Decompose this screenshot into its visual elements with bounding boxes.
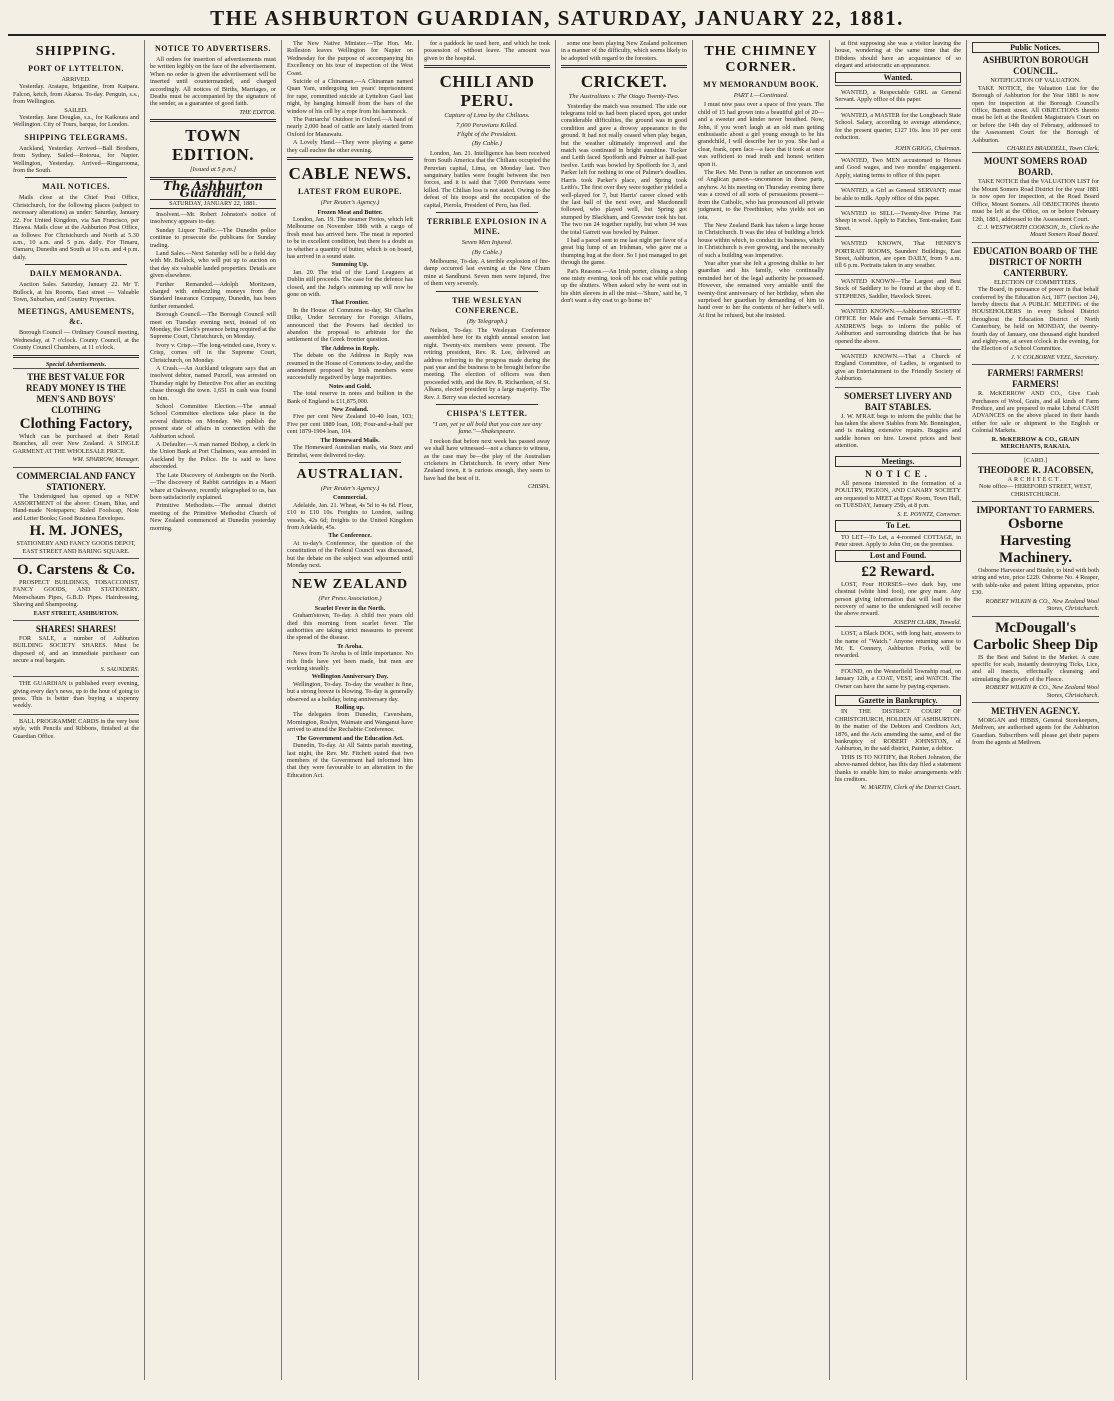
- wanted-1: WANTED, a Respectable GIRL as General Servant. Apply office of this paper.: [835, 85, 961, 107]
- livery-ad: [835, 387, 961, 454]
- clothing-ad-title: THE BEST VALUE FOR READY MONEY IS THE MEN'S AND BOYS' CLOTHING: [26, 371, 126, 415]
- wesleyan-by: (By Telegraph.): [466, 317, 508, 325]
- shares-ad: [13, 620, 139, 676]
- col5-top-text: some one been playing New Zealand policemen in a manner of the difficulty, which seems likely to be adopted with regard to the foresters.: [561, 40, 687, 62]
- aus-t2: At to-day's Conference, the question of the constitution of the Federal Council was discussed, but the debate on the subject was adjourned until Monday next.: [287, 539, 413, 569]
- clothing-ad: [13, 368, 139, 467]
- cable-subheading: LATEST FROM EUROPE.: [297, 187, 403, 197]
- chispa-sign: CHISPA.: [527, 483, 550, 491]
- cable-h4: The Address in Reply.: [321, 344, 379, 352]
- shares-sign: S. SAUNDERS.: [100, 665, 139, 673]
- lost-text: LOST, Four HORSES—two dark bay, one chestnut (white hind foot), one grey mare. Any person giving information that will lead to the recovery of same to the undersigned will receive the above reward.: [835, 580, 961, 618]
- aus-h1: Commercial.: [332, 494, 368, 502]
- clothing-ad-sign: WM. SPARROW, Manager.: [72, 456, 139, 464]
- cable-t3: In the House of Commons to-day, Sir Charles Dilke, Under Secretary for Foreign Affairs, announced that the Powers had decided to abandon the proposal to arbitrate for the settlement of the Greek frontier question.: [287, 306, 413, 344]
- lost-heading: Lost and Found.: [835, 550, 961, 561]
- gazette-text-2: THIS IS TO NOTIFY, that Robert Johnston, the above-named debtor, has this day filed a statement thanks to enable him to make arrangements with his creditors.: [835, 753, 961, 784]
- ball-cards-ad: [13, 714, 139, 744]
- column-1: [8, 40, 145, 1380]
- news-3: Land Sales.—Next Saturday will be a field day with Mr. Bullock, who will put up to auction on that day six valuable landed properties. Details are given elsewhere.: [150, 249, 276, 280]
- farmers-ad: [972, 364, 1099, 453]
- wanted-9: WANTED KNOWN.—That a Church of England Committee, of Ladies, is organised to give an Entertainment to the Friendly Society of Ashburton.: [835, 349, 961, 386]
- architect-role: ARCHITECT.: [1007, 475, 1064, 483]
- chinaman-news: Suicide of a Chinaman.—A Chinaman named Quan Yam, undergoing ten years' imprisonment for rape, committed suicide at Lyttelton Gaol last night, by hanging himself from the bars of the window of his cell by a rope from his hammock.: [287, 78, 413, 115]
- reward-heading: £2 Reward.: [861, 563, 935, 580]
- jones-text: STATIONERY AND FANCY GOODS DEPOT, EAST STREET AND BARING SQUARE.: [16, 540, 136, 555]
- found-text: FOUND, on the Westerfield Township road, on January 12th, a COAT, VEST, and WATCH. The Owner can have the same by paying expenses.: [835, 664, 961, 693]
- cable-heading: CABLE NEWS.: [288, 164, 412, 184]
- oxford-news: The Patriarchs' Outdoor in Oxford.—A band of nearly 2,000 head of cattle are lately started from Oxford for Manawatu.: [287, 116, 413, 138]
- meetings-heading: MEETINGS, AMUSEMENTS, &c.: [17, 307, 135, 327]
- mcdougall-big: McDougall's Carbolic Sheep Dip: [972, 619, 1098, 653]
- sailed-label: SAILED.: [64, 106, 88, 114]
- arrived-text: Yesterday. Aratapu, brigantine, from Kaipara. Falcon, ketch, from Akaroa. To-day. Penguin, s.s., from Wellington.: [13, 83, 139, 106]
- chili-sub-1: Capture of Lima by the Chilians.: [444, 112, 530, 120]
- news-9: A Defaulter.—A man named Bishop, a clerk in the Union Bank at Port Chalmers, was arrested in Auckland by the Police. He is said to have absconded.: [150, 441, 276, 471]
- carstens-name: O. Carstens & Co.: [17, 562, 135, 579]
- notice-text: All orders for insertion of advertisements must be written legibly on the face of the advertisement. When no order is given the advertisement will be inserted until countermanded, and charged accordingly. All notices of Births, Marriages, or Deaths must be accompanied by the signature of the sender, as a guarantee of good faith.: [150, 56, 276, 108]
- cable-h5: Notes and Gold.: [328, 382, 372, 390]
- chispa-heading: CHISPA'S LETTER.: [446, 409, 528, 418]
- cricket-text-2: I had a parcel sent to me last night per favor of a great big lump of an Irishman, who gave me a thumping hug at the door. So I just managed to get through the game.: [561, 236, 687, 267]
- memoranda-heading: DAILY MEMORANDA.: [29, 269, 123, 279]
- memoranda-text: Auction Sales. Saturday, January 22. Mr T. Bullock, at his Rooms, East street — Valuable Town, Suburban, and Country Properties.: [13, 281, 139, 303]
- col7-top-text: at first supposing she was a visitor leaving the house, wondering at the same time that the Dibdens should have an acquaintance of so elegant and aristocratic an appearance.: [835, 40, 961, 70]
- nz-h5: The Government and the Education Act.: [296, 734, 404, 742]
- nz-agency: (Per Press Association.): [318, 595, 382, 603]
- wanted-4: WANTED, a Girl as General SERVANT; must be able to milk. Apply office of this paper.: [835, 183, 961, 205]
- column-4: [419, 40, 556, 1380]
- clothing-ad-factory: Clothing Factory,: [19, 415, 133, 432]
- architect-name: THEODORE R. JACOBSEN,: [977, 464, 1094, 475]
- cricket-sub: The Australians v. The Otago Twenty-Two.: [568, 93, 680, 101]
- paddock-news: for a paddock he used here, and which he took possession of without leave. The amount was given to the hospital.: [424, 40, 550, 62]
- clothing-ad-text: Which can be purchased at their Retail Branches, all over New Zealand. A SINGLE GARMENT AT THE WHOLESALE PRICE.: [13, 432, 139, 455]
- mcdougall-sign: ROBERT WILKIN & CO., New Zealand Wool Stores, Christchurch.: [985, 684, 1099, 699]
- explosion-heading: TERRIBLE EXPLOSION IN A MINE.: [426, 217, 548, 237]
- cricket-text: Yesterday the match was resumed. The side our telegrams told us had been placed upon, got under considerable difficulties, the ground was in good condition and gave a drowsy appearance to the ground. It had not really ceased when play began, but the weather ultimately improved and the match was continued in bright sunshine. Tucker and Leith faced Spofforth and Palmer at half-past twelve. Leith was bowled by Spofforth for 3, and Parker left for nothing to one of Palmer's deadlies. Harris took Parker's place, and Spring took Leith's. The first over they were together yielded a well-played for 7, but Harris' career closed with the last ball of the next over, and Macdonnell followed, who played well, but Spring got stumped by Blackham, and Grewster took his bat. The two ran 24 together rapidly, but when 34 was the total Garrett was bowled by Palmer.: [561, 102, 687, 236]
- wanted-heading: Wanted.: [835, 72, 961, 83]
- borough-council-text: TAKE NOTICE, the Valuation List for the Borough of Ashburton for the Year 1881 is now open for inspection at the Borough Council's Office, Burnett street. All OBJECTIONS thereto must be left at the Resident Magistrate's Court on or before the 14th day of February, addressed to the Assessment Court for the Borough of Ashburton.: [972, 84, 1099, 144]
- wanted-7: WANTED KNOWN—The Largest and Best Stock of Saddlery to be found at the shop of E. STEPHENS, Saddler, Havelock Street.: [835, 274, 961, 303]
- cable-t5: The total reserve in notes and bullion in the Bank of England is £11,875,000.: [287, 390, 413, 405]
- explosion-sub: Seven Men Injured.: [461, 239, 513, 247]
- nz-t4: The delegates from Dunedin, Caversham, Mornington, Roslyn, Waimate and Wanganui have arrived to attend the Rechabite Conference.: [287, 711, 413, 734]
- paper-title: The Ashburton Guardian,: [163, 178, 263, 201]
- chispa-text: I reckon that before next week has passed away we shall have witnessed—not a chance to witness, as the case may be—the play of the Australian cricketers in Christchurch. In every other New Zealand town, it is curious enough, they seem to have had the best of it.: [424, 437, 550, 482]
- stationery-ad-text: The Undersigned has opened up a NEW ASSORTMENT of the above: Cream, Blue, and Hand-made Notepapers; Ruled Foolscap, Note and Letter Books; Good Business Envelopes.: [13, 492, 139, 522]
- education-ad: [972, 242, 1099, 364]
- nz-h3: Wellington Anniversary Day.: [311, 673, 389, 681]
- mail-heading: MAIL NOTICES.: [42, 182, 110, 192]
- chimney-text-1: I must now pass over a space of five years. The child of 15 had grown into a beautiful girl of 20—and a sweeter and kinder never breathed. Now, John, if you won't laugh at an old man getting enthusiastic about a girl young enough to be his grandchild, I will describe her to you. She had a clear, frank, open face—a face that it took at once was sufficient to read truth and honest written upon it.: [698, 101, 824, 168]
- chimney-heading: THE CHIMNEY CORNER.: [704, 44, 818, 75]
- gazette-text: IN THE DISTRICT COURT OF CHRISTCHURCH, HOLDEN AT ASHBURTON. In the matter of the Debtors and Creditors Act, 1876, and the Acts amending the same, and of the bankruptcy of ROBERT JOHNSTON, of Ashburton, in the said district, Painter, a debtor.: [835, 708, 961, 753]
- column-5: [556, 40, 693, 1380]
- mount-somers-heading: MOUNT SOMERS ROAD BOARD.: [983, 156, 1088, 178]
- stationery-ad-title: COMMERCIAL AND FANCY STATIONERY.: [16, 470, 136, 492]
- euchre-news: A Lovely Hand.—They were playing a game they call euchre the other evening.: [287, 139, 413, 154]
- education-text: The Board, in pursuance of power in that behalf conferred by the Education Act, 1877 (section 24), hereby directs that A PUBLIC MEETING of the HOUSEHOLDERS in every School District throughout the Education District of North Canterbury, be held on MONDAY, the twenty-fourth day of January, one thousand eight hundred and eighty-one, at seven o'clock in the evening, for the Election of a School Committee.: [972, 286, 1099, 353]
- chili-text: London, Jan. 21. Intelligence has been received from South America that the Chilians occupied the Peruvian capital, Lima, on Monday last. Two sanguinary battles were fought between the two forces, and it is said that 7,000 Peruvians were killed. The Chilian loss is not stated. Owing to the defeat of his troops and the occupation of the capital, Pierola, President of Peru, has fled.: [424, 149, 550, 209]
- chispa-motto: "I am, yet ye all bold that you can see any fame."—Shakespeare.: [432, 421, 542, 436]
- shares-title: SHARES! SHARES!: [35, 624, 117, 635]
- education-heading: EDUCATION BOARD OF THE DISTRICT OF NORTH CANTERBURY.: [973, 245, 1098, 278]
- public-notices-heading: Public Notices.: [972, 42, 1099, 53]
- chili-cable: (By Cable.): [472, 140, 502, 148]
- news-7: A Crash.—An Auckland telegram says that an insolvent debtor, named Purcell, was arrested on Thursday night by Detective Fox after an exciting chase through the town. 1,651 in cash was found on him.: [150, 365, 276, 402]
- wanted-2: WANTED, a MASTER for the Longbeach State School. Salary, according to average attendance, for the present quarter, £127 10s. less 10 per cent reduction.: [835, 108, 961, 145]
- gazette-sign: W. MARTIN, Clerk of the District Court.: [860, 784, 961, 792]
- gazette-heading: Gazette in Bankruptcy.: [835, 695, 961, 706]
- lost-dog: LOST, a Black DOG, with long hair, answers to the name of "Watch." Anyone returning same to Mr. E. Connery, Ashburton Forks, will be rewarded.: [835, 626, 961, 663]
- farmers-heading: FARMERS! FARMERS! FARMERS!: [987, 368, 1084, 390]
- column-3: [282, 40, 419, 1380]
- explosion-cable: (By Cable.): [472, 248, 502, 256]
- wanted-2-sign: JOHN GRIGG, Chairman.: [894, 145, 961, 153]
- newspaper-page: [8, 6, 1106, 1389]
- osborne-ad: [972, 501, 1099, 615]
- aus-t1: Adelaide, Jan. 21. Wheat, 4s 5d to 4s 6d. Flour, £10 to £10 10s. Freights to London, sailing vessels, 42s 6d; freights to the United Kingdom from Adelaide, 45s.: [287, 501, 413, 531]
- part-label: PART I.—Continued.: [733, 92, 789, 99]
- mcdougall-ad: [972, 616, 1099, 702]
- poultry-sign: S. E. POYNTZ, Convener.: [897, 510, 961, 518]
- column-2: [145, 40, 282, 1380]
- native-minister-news: The New Native Minister.—The Hon. Mr. Rolleston leaves Wellington for Napier on Wednesday for the purpose of accompanying his Excellency on his tour of inspection of the West Coast.: [287, 40, 413, 77]
- nz-h4: Rolling up.: [335, 704, 365, 712]
- mount-somers-ad: [972, 152, 1099, 241]
- chili-sub-2: 7,000 Peruvians Killed.: [456, 121, 518, 129]
- cable-agency: (Per Reuter's Agency.): [320, 199, 380, 207]
- education-sub: ELECTION OF COMMITTEES.: [993, 278, 1077, 286]
- guardian-ad-text: THE GUARDIAN is published every evening, giving every day's news, up to the hour of going to press. This is better than buying a sixpenny weekly.: [13, 680, 139, 710]
- education-sign: J. V. COLBORNE VEEL, Secretary.: [1011, 353, 1099, 361]
- card-label: [CARD.]: [1024, 457, 1047, 465]
- wesleyan-heading: THE WESLEYAN CONFERENCE.: [452, 295, 522, 315]
- mcdougall-text: IS the Best and Safest in the Market. A cure specific for scab, instantly destroying Ticks, Lice, and all insects, effectually cleansing and stimulating the growth of the Fleece.: [972, 653, 1099, 683]
- cable-t6: Five per cent New Zealand 10-40 loan, 103; Five per cent 1889 loan, 108; Four-and-a-half per cent 1879-1904 loan, 104.: [287, 413, 413, 436]
- paper-date: SATURDAY, JANUARY 22, 1881.: [150, 199, 276, 208]
- poultry-notice: All persons interested in the formation of a POULTRY, PIGEON, AND CANARY SOCIETY are requested to MEET at Epps' Room, Town Hall, on TUESDAY, January 25th, at 8 p.m.: [835, 480, 961, 510]
- news-10: The Late Discovery of Ambergris on the North.—The discovery of Rabbit cartridges in a Maori whare at Oakwave, recently telegraphed to us, has been satisfactorily explained.: [150, 471, 276, 501]
- osborne-big: Osborne Harvesting Machinery.: [999, 516, 1072, 567]
- meetings-heading-2: Meetings.: [835, 456, 961, 467]
- chili-sub-3: Flight of the President.: [456, 131, 518, 139]
- osborne-text: Osborne Harvester and Binder, to bind with both string and wire, price £220. Osborne No. 4 Reaper, with table-rake and patent lifting apparatus, price £30.: [972, 567, 1099, 597]
- cable-t2: Jan. 20. The trial of the Land Leaguers at Dublin still proceeds. The case for the defence has closed, and the Judge's summing up will now be gone on with.: [287, 268, 413, 298]
- australian-agency: (Per Reuter's Agency.): [320, 484, 380, 492]
- column-7: [830, 40, 967, 1380]
- sailed-text: Yesterday. Jane Douglas, s.s., for Kaikoura and Wellington. City of Tours, barque, for London.: [13, 114, 139, 129]
- cable-h2: Summing Up.: [331, 261, 369, 269]
- guardian-ad: [13, 676, 139, 714]
- notice-sign: THE EDITOR.: [239, 108, 276, 116]
- news-5: Borough Council.—The Borough Council will meet on Tuesday evening next, instead of on Monday, the Clerk's presence being required at the Supreme Court, Christchurch, on Monday.: [150, 311, 276, 341]
- wanted-6: WANTED KNOWN, That HENRY'S PORTRAIT ROOMS, Saunders' Buildings, East Street, Ashburton, are open DAILY, from 9 a.m. till 6 p.m. Portraits taken in any weather.: [835, 236, 961, 273]
- carstens-text: PROSPECT BUILDINGS, TOBACCONIST, FANCY GOODS, AND STATIONERY. Meerschaum Pipes, G.B.D. Pipes. Hairdressing, Shaving and Shampooing.: [13, 579, 139, 609]
- methven-heading: METHVEN AGENCY.: [991, 705, 1080, 716]
- telegrams-heading: SHIPPING TELEGRAMS.: [24, 132, 128, 142]
- ball-cards-text: BALL PROGRAMME CARDS in the very best style, with Pencils and Ribbons, finished at the Guardian Office.: [13, 717, 139, 740]
- column-6: [693, 40, 830, 1380]
- nz-t3: Wellington, To-day. To-day the weather is fine, but a strong breeze is blowing. To-day is generally observed as a holiday, being anniversary day.: [287, 680, 413, 703]
- columns: [8, 40, 1106, 1380]
- architect-ad: [972, 453, 1099, 501]
- nz-t5: Dunedin, To-day. At All Saints parish meeting, last night, the Rev. Mr. Fitchett stated that two members of the Government had informed him that they were favourable to an alteration in the Education Act.: [287, 742, 413, 779]
- tolet-heading: To Let.: [835, 520, 961, 531]
- osborne-sign: ROBERT WILKIN & CO., New Zealand Wool Stores, Christchurch.: [985, 597, 1099, 613]
- wesleyan-text: Nelson, To-day. The Wesleyan Conference assembled here for its eighth annual session last night. Twenty-six members were present. The retiring president, Rev. R. Lee, delivered an address referring to the progress made during the past year and the business to be brought before the meeting. The election of officers was then proceeded with, and the Rev. R. Richardson, of St. Albans, elected president by a large majority. The Rev. J. Berry was elected secretary.: [424, 326, 550, 401]
- cable-t1: London, Jan. 19. The steamer Protos, which left Melbourne on November 18th with a cargo of fresh meat has arrived here. The meat is reported to be in excellent condition, but there is a doubt as to whether a quantity of butter, which is on board, has arrived in a sound state.: [287, 215, 413, 260]
- telegrams-text: Auckland, Yesterday. Arrived—Ball Brothers, from Sydney. Sailed—Rotorua, for Napier. Wellington, Yesterday. Arrived—Ringarooma, from the South.: [13, 144, 139, 175]
- town-edition-heading: TOWN EDITION.: [172, 126, 254, 165]
- meetings-text: Borough Council — Ordinary Council meeting, Wednesday, at 7 o'clock. County Council, at the County Council Chambers, at 11 o'clock.: [13, 329, 139, 352]
- nz-t1: Graham'stown, To-day. A child two years old died this morning from scarlet fever. The authorities are taking strict measures to prevent the spread of the disease.: [287, 612, 413, 642]
- methven-ad: [972, 702, 1099, 751]
- farmers-text: R. McKERROW AND CO., Give Cash Purchasers of Wool, Grain, and all kinds of Farm Produce, and are prepared to make Liberal CASH ADVANCES on the above placed in their hands either for sale or shipment to the English or Colonial Markets.: [972, 390, 1099, 435]
- news-4: Further Remanded.—Adolph Moritzsen, charged with embezzling moneys from the Standard Insurance Company, Dunedin, has been further remanded.: [150, 280, 276, 310]
- news-8: School Committee Election.—The annual School Committee elections take place in the several districts on Monday. We publish the present state of affairs in connection with the Ashburton school.: [150, 403, 276, 440]
- nz-h1: Scarlet Fever in the North.: [314, 604, 386, 612]
- borough-council-heading: ASHBURTON BOROUGH COUNCIL.: [982, 55, 1089, 77]
- memo-heading: MY MEMORANDUM BOOK.: [703, 80, 819, 89]
- aus-h2: The Conference.: [328, 532, 372, 540]
- carstens-addr: EAST STREET, ASHBURTON.: [33, 609, 119, 617]
- lost-sign: JOSEPH CLARK, Tinwald.: [893, 618, 961, 626]
- borough-council-sign: CHARLES BRADDELL, Town Clerk.: [1006, 145, 1099, 153]
- mail-text: Mails close at the Chief Post Office, Christchurch, for the following places (subject to necessary alterations) as under: Saturday, January 22. For United Kingdom, via San Francisco, per Hawea. Mails close at the Ashburton Post Office, as follows: For Christchurch and North at 5.30 a.m., 10 a.m. and 5 p.m. daily. For Timaru, Oamaru, Dunedin and South at 10 a.m. and 4 p.m. daily.: [13, 194, 139, 261]
- masthead: THE ASHBURTON GUARDIAN, SATURDAY, JANUARY 22, 1881.: [8, 6, 1106, 36]
- architect-addr: Note office— HEREFORD STREET, WEST, CHRISTCHURCH.: [979, 483, 1092, 498]
- shipping-heading: SHIPPING.: [35, 44, 117, 59]
- australian-heading: AUSTRALIAN.: [296, 466, 404, 482]
- cable-t4: The debate on the Address in Reply was resumed in the House of Commons to-day, and the amendment proposed by Irish members were successfully negatived by large majorities.: [287, 352, 413, 382]
- cable-h1: Frozen Meat and Butter.: [317, 208, 383, 216]
- farmers-sign: R. McKERROW & CO., GRAIN MERCHANTS, RAKAIA.: [991, 435, 1080, 451]
- mount-somers-text: TAKE NOTICE that the VALUATION LIST for the Mount Somers Road District for the year 1881 is now open for inspection, at the Road Board Office, Mount Somers. All OBJECTIONS thereto must be left at the Office, on or before February 12th, 1881, addressed to the Assessment Court.: [972, 178, 1099, 223]
- chimney-text-2: The Rev. Mr. Fenn is rather an uncommon sort of Anglican parson—uncommon in these parts, anyhow. At his meeting on Thursday evening there was a crowd of all sorts of persuasions present—from the Catholic, who has pronounced all private judgment, to the Freethinker, who yields not an iota.: [698, 169, 824, 221]
- shares-text: FOR SALE, a number of Ashburton BUILDING SOCIETY SHARES. Must be disposed of, and an immediate purchaser can secure a real bargain.: [13, 635, 139, 665]
- nz-h2: Te Aroha.: [337, 642, 363, 650]
- wanted-5: WANTED to SELL—Twenty-five Prime Fat Sheep in wool. Apply to Fatches, Tent-maker, East Street.: [835, 206, 961, 235]
- special-heading: Special Advertisements.: [45, 360, 107, 368]
- news-6: Ivory v. Crisp.—The long-winded case, Ivory v. Crisp, comes off in the Supreme Court, Christchurch, on Monday.: [150, 341, 276, 364]
- wanted-8: WANTED KNOWN.—Ashburton REGISTRY OFFICE for Male and Female Servants.—E. F. ANDREWS begs to inform the public of Ashburton and surrounding districts that he has opened the above.: [835, 304, 961, 348]
- jones-name: H. M. JONES,: [29, 523, 123, 540]
- osborne-heading: IMPORTANT TO FARMERS.: [976, 505, 1095, 516]
- notice-heading: NOTICE TO ADVERTISERS.: [154, 44, 271, 53]
- nz-t2: News from Te Aroha is of little importance. No rich finds have yet been made, but men are working steadily.: [287, 650, 413, 673]
- carstens-ad: [13, 558, 139, 620]
- port-heading: PORT OF LYTTELTON.: [28, 64, 124, 73]
- explosion-text: Melbourne, To-day. A terrible explosion of fire-damp occurred last evening at the New Chum mine at Sandhurst. Seven men were injured, five of them very severely.: [424, 257, 550, 288]
- chili-heading: CHILI AND PERU.: [439, 72, 535, 111]
- stationery-ad: [13, 467, 139, 558]
- cable-h7: The Homeward Mails.: [320, 436, 380, 444]
- cable-h3: That Frontier.: [331, 299, 369, 307]
- cable-h6: New Zealand.: [331, 406, 369, 414]
- news-11: Primitive Methodists.—The annual district meeting of the Primitive Methodist Church of New Zealand commenced at Dunedin yesterday morning.: [150, 502, 276, 532]
- methven-text: MORGAN and HIBBS, General Storekeepers, Methven, are authorised agents for the Ashburton Guardian. Subscribers will please get their papers from the agents at Methven.: [972, 716, 1099, 747]
- tolet-text: TO LET—To Let, a 4-roomed COTTAGE, in Peter street. Apply to John Orr, on the premises.: [835, 533, 961, 548]
- notice-big: NOTICE.: [865, 469, 931, 480]
- cricket-text-3: Pat's Reasons.—An Irish porter, closing a shop one misty evening, took off his coat while putting up the shutters. When asked why he went out in his shirt sleeves in all the mist—'Shure,' said he, 'I don't want a dry coat to go home in!': [561, 267, 687, 305]
- wanted-3: WANTED, Two MEN accustomed to Horses and Good wages, and two months' engagement. Apply, stating terms to office of this paper.: [835, 153, 961, 182]
- chimney-text-3: The New Zealand Bank has taken a large house in Christchurch. It was the idea of building a brick house within which, to conduct its business, which in Christchurch is ever growing, and the necessity of such a building was imperative.: [698, 221, 824, 259]
- cricket-heading: CRICKET.: [580, 72, 668, 92]
- nz-heading: NEW ZEALAND: [291, 577, 409, 593]
- arrived-label: ARRIVED.: [61, 76, 91, 83]
- chimney-text-4: Year after year she felt a growing dislike to her guardian and his family, who continually reminded her of the legal authority he possessed. However, she remained very amiable until the twenty-first anniversary of her birthday, when she surprised her guardian by demanding of him to hand over to her the contents of her father's will. At first he refused, but she insisted.: [698, 259, 824, 319]
- town-edition-issued: [Issued at 5 p.m.]: [189, 166, 237, 174]
- news-1: Insolvent.—Mr. Robert Johnston's notice of insolvency appears to-day.: [150, 210, 276, 226]
- borough-council-sub: NOTIFICATION OF VALUATION.: [990, 77, 1081, 85]
- livery-heading: SOMERSET LIVERY AND BAIT STABLES.: [844, 390, 952, 412]
- news-2: Sunday Liquor Traffic.—The Dunedin police continue to prosecute the publicans for Sunday trading.: [150, 226, 276, 249]
- mount-somers-sign: C. J. WESTWORTH COOKSON, Jr., Clerk to the Mount Somers Road Board.: [977, 223, 1099, 239]
- livery-text: J. W. M'RAE begs to inform the public that he has taken the above Stables from Mr. Bonnington, and is making extensive repairs. Buggies and saddle horses on hire. Lowest prices and best attention.: [835, 412, 961, 450]
- cable-t7: The Homeward Australian mails, via Suez and Brindisi, were delivered to-day.: [287, 444, 413, 459]
- column-8: [967, 40, 1104, 1380]
